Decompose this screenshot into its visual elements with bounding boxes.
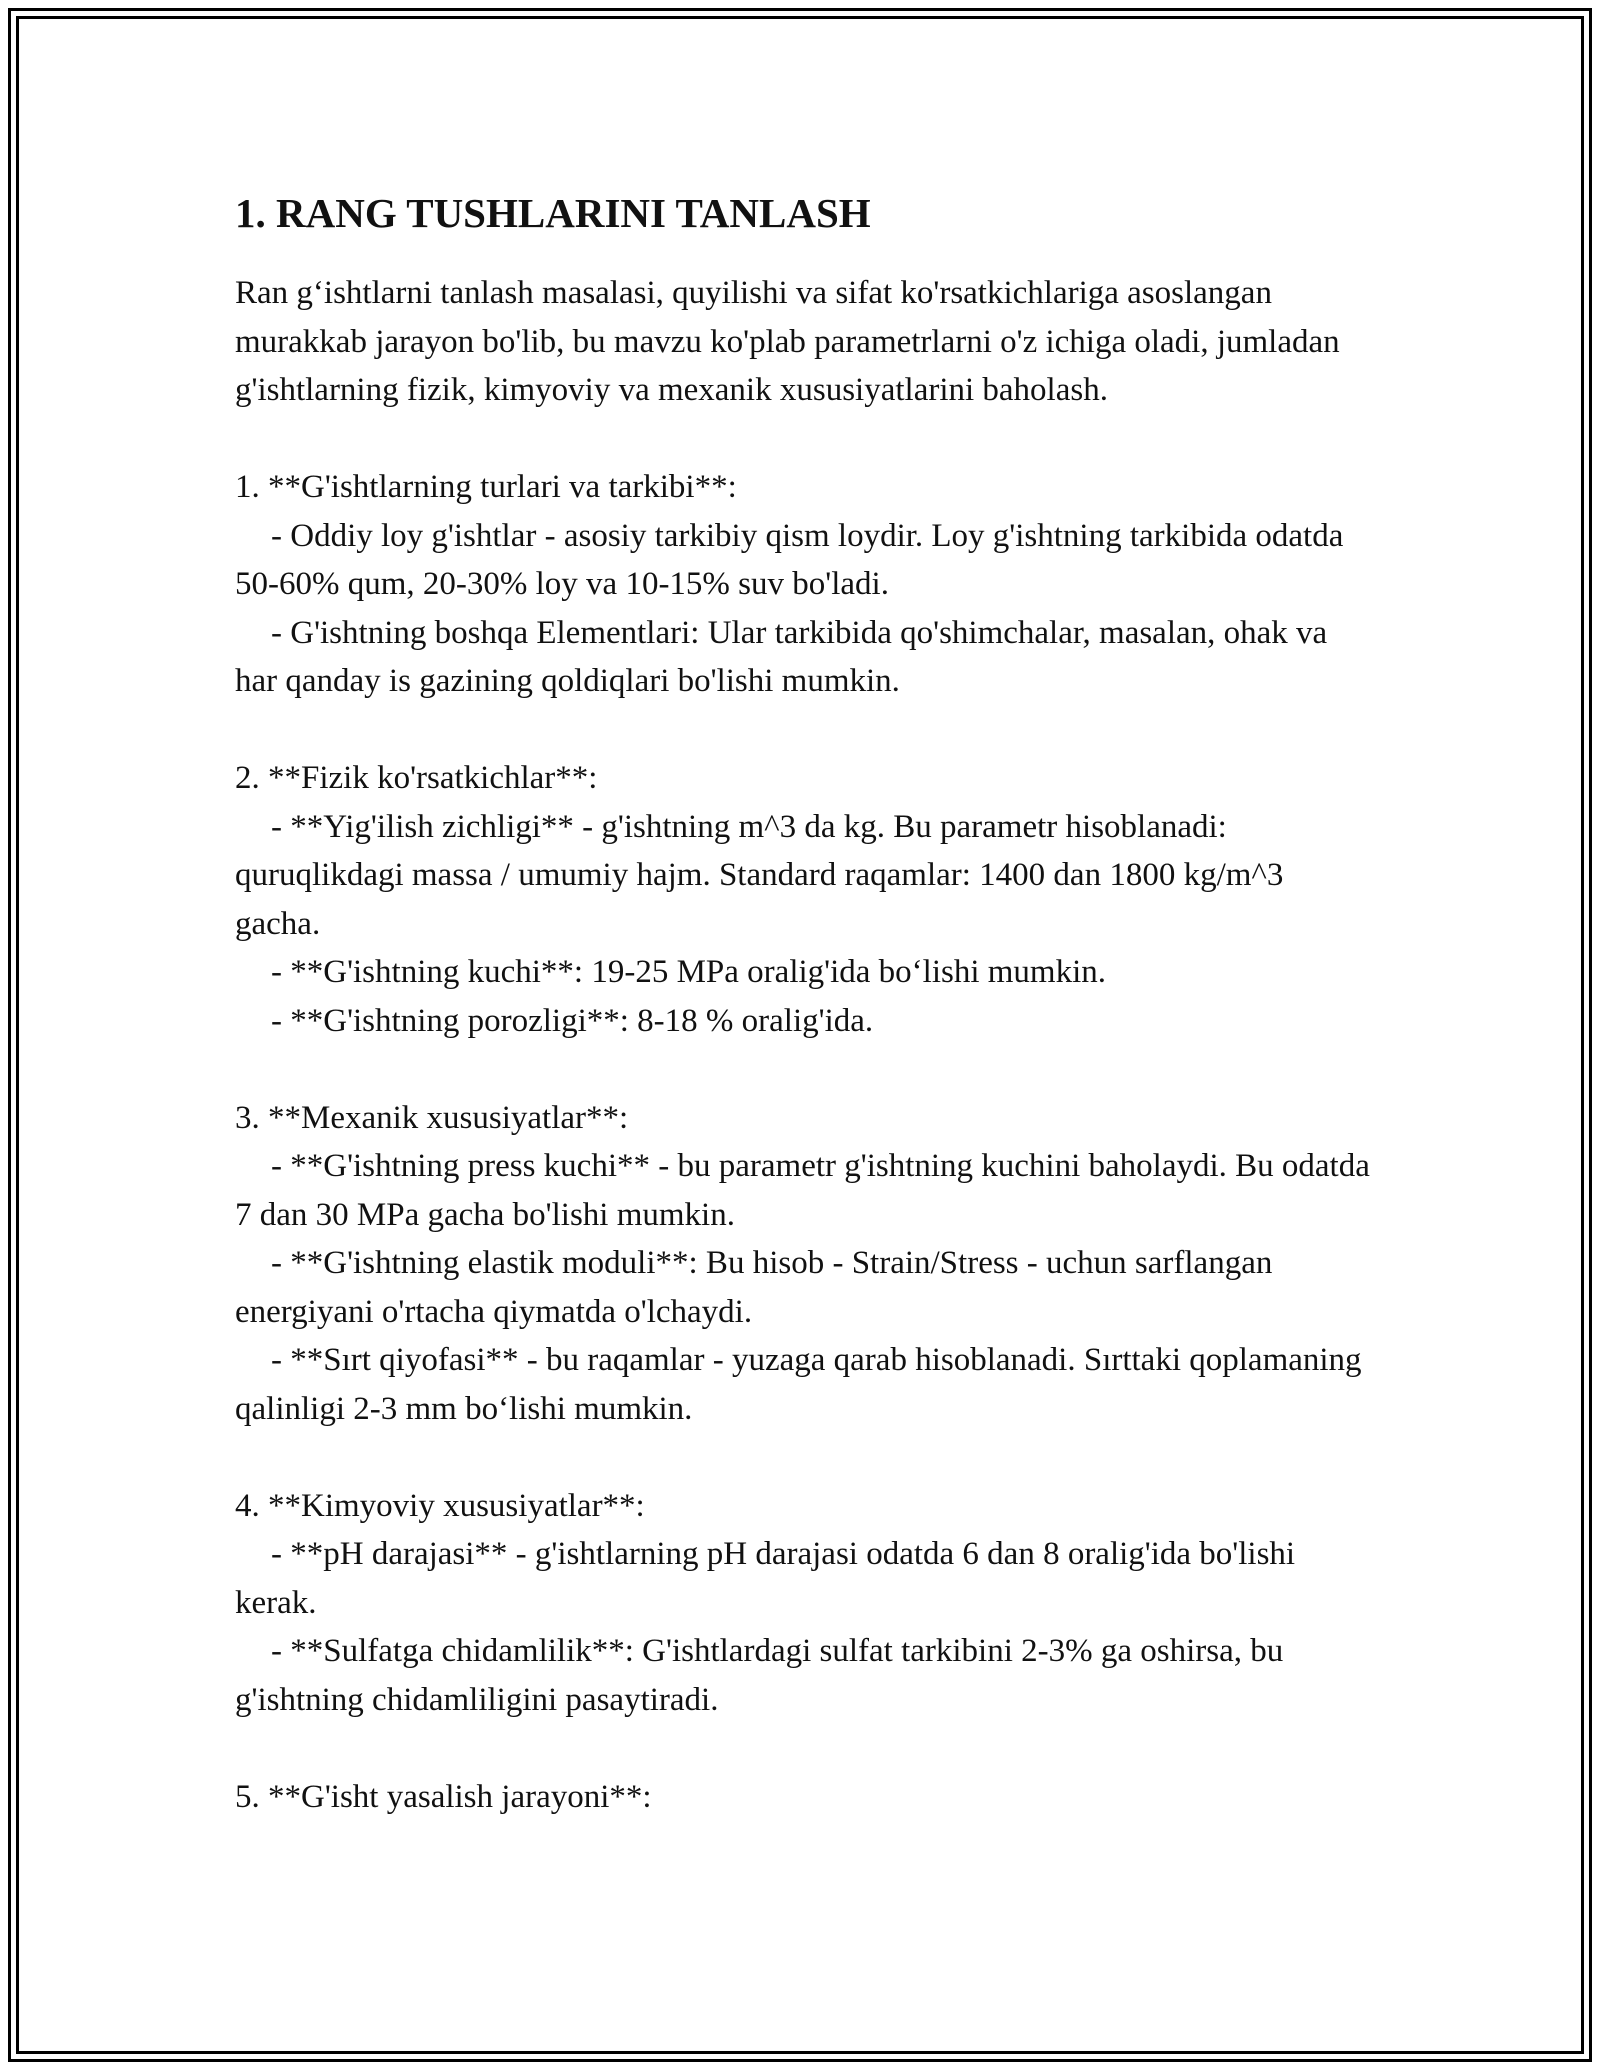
list-item: - **G'ishtning kuchi**: 19-25 MPa oralig'ida bo‘lishi mumkin.: [271, 954, 1107, 990]
section-heading: 2. **Fizik ko'rsatkichlar**:: [235, 760, 598, 796]
document-title: 1. RANG TUSHLARINI TANLASH: [235, 190, 871, 236]
section-2: [235, 754, 1375, 1045]
list-item: - **G'ishtning porozligi**: 8-18 % oralig'ida.: [271, 1002, 874, 1039]
list-item: - **G'ishtning press kuchi** - bu parametr g'ishtning kuchini baholaydi. Bu odatda 7 dan 30 MPa gacha bo'lishi mumkin.: [235, 1148, 1370, 1233]
section-heading: 1. **G'ishtlarning turlari va tarkibi**:: [235, 469, 737, 505]
section-heading: 4. **Kimyoviy xususiyatlar**:: [235, 1487, 645, 1524]
list-item: - G'ishtning boshqa Elementlari: Ular tarkibida qo'shimchalar, masalan, ohak va har qanday is gazining qoldiqlari bo'lishi mumkin.: [235, 614, 1328, 699]
section-4: [235, 1482, 1375, 1725]
section-heading: 3. **Mexanik xususiyatlar**:: [235, 1099, 629, 1136]
list-item: - Oddiy loy g'ishtlar - asosiy tarkibiy qism loydir. Loy g'ishtning tarkibida odatda 50-60% qum, 20-30% loy va 10-15% suv bo'ladi.: [235, 517, 1344, 602]
section-heading: 5. **G'isht yasalish jarayoni**:: [235, 1778, 652, 1815]
intro-paragraph: Ran g‘ishtlarni tanlash masalasi, quyilishi va sifat ko'rsatkichlariga asoslangan murakkab jarayon bo'lib, bu mavzu ko'plab parametrlarni o'z ichiga oladi, jumladan g'ishtlarning fizik, kimyoviy va mexanik xususiyatlarini baholash.: [235, 275, 1340, 408]
section-1: [235, 463, 1375, 706]
list-item: - **G'ishtning elastik moduli**: Bu hisob - Strain/Stress - uchun sarflangan energiyani o'rtacha qiymatda o'lchaydi.: [235, 1245, 1273, 1330]
list-item: - **pH darajasi** - g'ishtlarning pH darajasi odatda 6 dan 8 oralig'ida bo'lishi kerak.: [235, 1536, 1296, 1621]
list-item: - **Yig'ilish zichligi** - g'ishtning m^3 da kg. Bu parametr hisoblanadi: quruqlikdagi massa / umumiy hajm. Standard raqamlar: 1400 dan 1800 kg/m^3 gacha.: [235, 808, 1284, 942]
section-3: [235, 1094, 1375, 1434]
section-5: [235, 1773, 1375, 1822]
document-body: [235, 185, 1375, 1821]
list-item: - **Sırt qiyofasi** - bu raqamlar - yuzaga qarab hisoblanadi. Sırttaki qoplamaning qalinligi 2-3 mm bo‘lishi mumkin.: [235, 1342, 1362, 1427]
list-item: - **Sulfatga chidamlilik**: G'ishtlardagi sulfat tarkibini 2-3% ga oshirsa, bu g'ishtning chidamliligini pasaytiradi.: [235, 1633, 1284, 1718]
